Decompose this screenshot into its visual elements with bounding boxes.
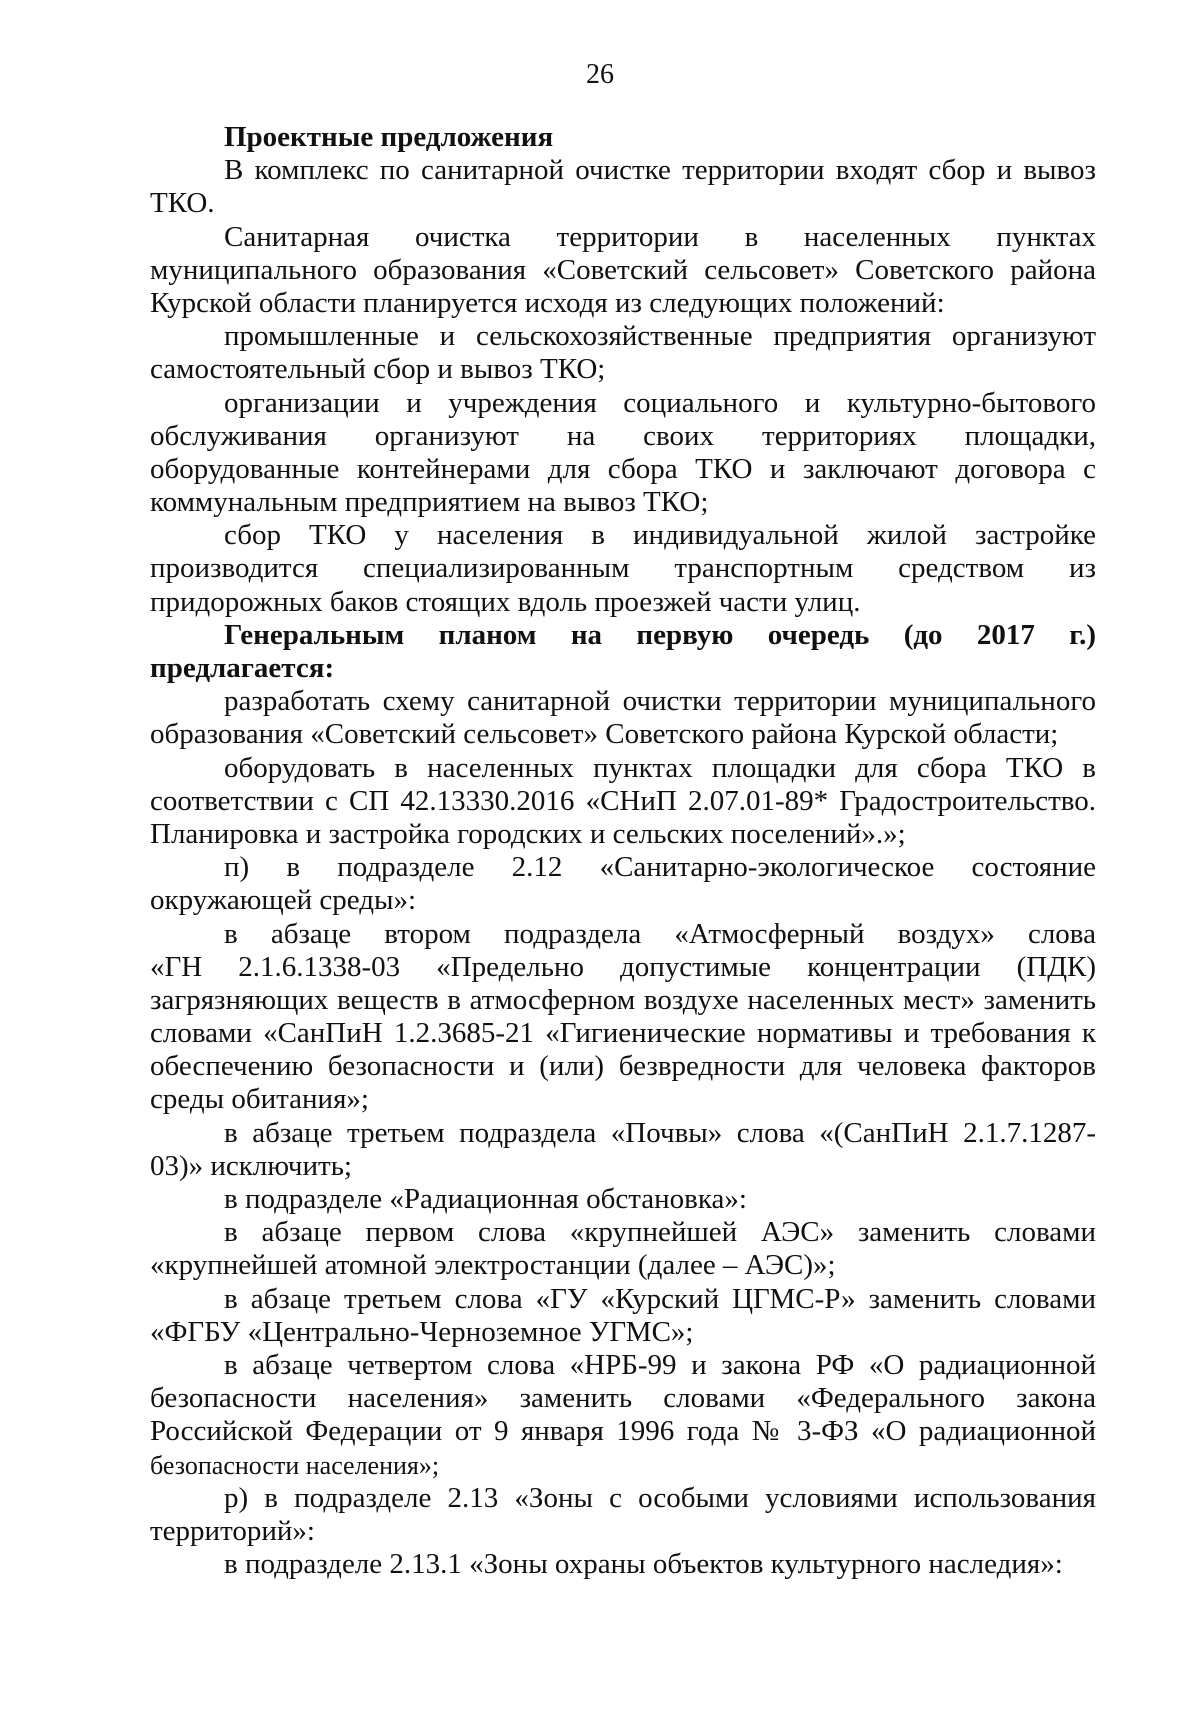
- text-line: сбор ТКО у населения в индивидуальной жилой застройке: [224, 519, 1096, 552]
- text-line: Санитарная очистка территории в населенных пунктах: [224, 220, 1096, 253]
- text-line: ТКО.: [150, 187, 215, 220]
- text-line: оборудовать в населенных пунктах площадки для сбора ТКО в: [224, 751, 1096, 784]
- text-line: обеспечению безопасности и (или) безвредности для человека факторов: [150, 1050, 1096, 1083]
- text-line: в подразделе 2.13.1 «Зоны охраны объектов культурного наследия»:: [224, 1548, 1063, 1581]
- text-line: словами «СанПиН 1.2.3685-21 «Гигиенические нормативы и требования к: [150, 1017, 1096, 1050]
- text-line: среды обитания»;: [150, 1083, 369, 1116]
- heading-line: Проектные предложения: [224, 121, 554, 153]
- text-line: территорий»:: [150, 1514, 315, 1547]
- text-line: производится специализированным транспортным средством из: [150, 552, 1096, 585]
- text-line: безопасности населения» заменить словами «Федерального закона: [150, 1382, 1096, 1415]
- heading-line: предлагается:: [150, 652, 335, 684]
- text-line: Российской Федерации от 9 января 1996 года № 3-ФЗ «О радиационной: [150, 1415, 1096, 1448]
- heading-line: Генеральным планом на первую очередь (до 2017 г.): [224, 618, 1096, 651]
- page-number: 26: [586, 59, 614, 90]
- text-line: образования «Советский сельсовет» Советского района Курской области;: [150, 718, 1059, 751]
- text-line: п) в подразделе 2.12 «Санитарно-экологическое состояние: [224, 851, 1096, 884]
- text-line: р) в подразделе 2.13 «Зоны с особыми условиями использования: [224, 1481, 1096, 1514]
- text-line: окружающей среды»:: [150, 884, 417, 917]
- text-line: промышленные и сельскохозяйственные предприятия организуют: [224, 320, 1096, 353]
- text-line: разработать схему санитарной очистки территории муниципального: [224, 685, 1096, 718]
- text-line: в абзаце четвертом слова «НРБ-99 и закона РФ «О радиационной: [224, 1348, 1096, 1381]
- text-line: В комплекс по санитарной очистке территории входят сбор и вывоз: [224, 154, 1096, 187]
- text-line: в абзаце первом слова «крупнейшей АЭС» заменить словами: [224, 1216, 1096, 1249]
- text-line: Курской области планируется исходя из следующих положений:: [150, 286, 945, 319]
- text-line: «крупнейшей атомной электростанции (далее – АЭС)»;: [150, 1249, 836, 1282]
- text-line: «ФГБУ «Центрально-Черноземное УГМС»;: [150, 1315, 694, 1348]
- text-line: в абзаце третьем подраздела «Почвы» слова «(СанПиН 2.1.7.1287-: [224, 1116, 1096, 1149]
- text-line: безопасности населения»;: [150, 1450, 440, 1480]
- text-line: оборудованные контейнерами для сбора ТКО и заключают договора с: [150, 452, 1096, 485]
- text-line: Планировка и застройка городских и сельских поселений».»;: [150, 817, 906, 850]
- document-body: [150, 121, 1096, 1581]
- text-line: самостоятельный сбор и вывоз ТКО;: [150, 353, 606, 386]
- text-line: в подразделе «Радиационная обстановка»:: [224, 1183, 747, 1215]
- text-line: в абзаце втором подраздела «Атмосферный воздух» слова: [224, 917, 1096, 950]
- text-line: «ГН 2.1.6.1338-03 «Предельно допустимые концентрации (ПДК): [150, 950, 1096, 983]
- text-line: обслуживания организуют на своих территориях площадки,: [150, 419, 1096, 452]
- text-line: в абзаце третьем слова «ГУ «Курский ЦГМС-Р» заменить словами: [224, 1282, 1096, 1315]
- text-line: загрязняющих веществ в атмосферном воздухе населенных мест» заменить: [150, 983, 1096, 1016]
- text-line: придорожных баков стоящих вдоль проезжей части улиц.: [150, 585, 861, 618]
- text-line: 03)» исключить;: [150, 1149, 352, 1182]
- text-line: муниципального образования «Советский сельсовет» Советского района: [150, 253, 1096, 286]
- text-line: организации и учреждения социального и культурно-бытового: [224, 386, 1096, 419]
- text-line: соответствии с СП 42.13330.2016 «СНиП 2.07.01-89* Градостроительство.: [150, 784, 1096, 817]
- text-line: коммунальным предприятием на вывоз ТКО;: [150, 486, 709, 519]
